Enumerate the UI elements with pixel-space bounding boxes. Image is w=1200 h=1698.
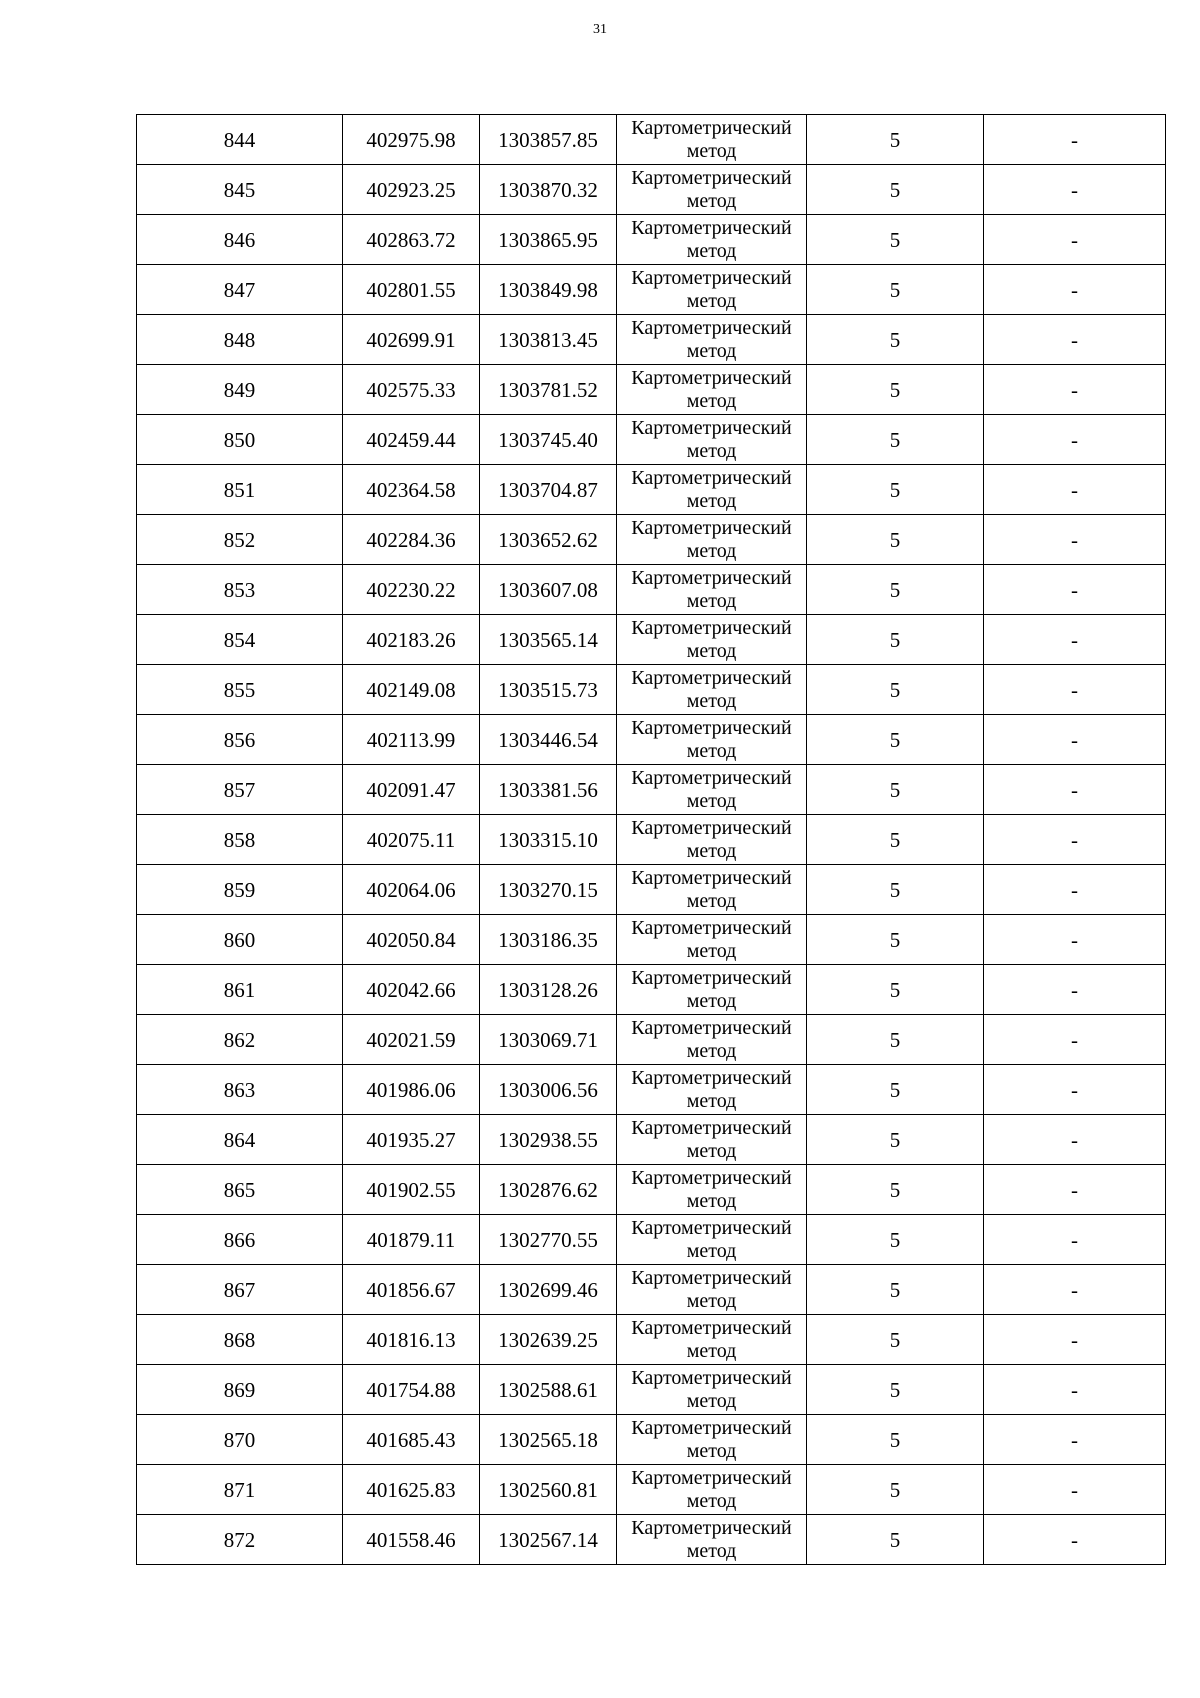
x-coordinate-cell: 402863.72 bbox=[343, 215, 480, 265]
coordinates-table-body bbox=[137, 115, 1166, 1565]
table-row bbox=[137, 915, 1166, 965]
point-number-cell: 855 bbox=[137, 665, 343, 715]
method-cell: Картометрический метод bbox=[617, 365, 807, 415]
table-row bbox=[137, 465, 1166, 515]
point-number-cell: 868 bbox=[137, 1315, 343, 1365]
accuracy-cell: 5 bbox=[807, 715, 984, 765]
point-number-cell: 848 bbox=[137, 315, 343, 365]
description-cell: - bbox=[984, 1265, 1166, 1315]
description-cell: - bbox=[984, 715, 1166, 765]
accuracy-cell: 5 bbox=[807, 1265, 984, 1315]
accuracy-cell: 5 bbox=[807, 415, 984, 465]
table-row bbox=[137, 265, 1166, 315]
table-row bbox=[137, 1315, 1166, 1365]
method-cell: Картометрический метод bbox=[617, 565, 807, 615]
y-coordinate-cell: 1302588.61 bbox=[480, 1365, 617, 1415]
method-cell: Картометрический метод bbox=[617, 1365, 807, 1415]
method-cell: Картометрический метод bbox=[617, 1015, 807, 1065]
coordinates-table bbox=[136, 114, 1166, 1565]
accuracy-cell: 5 bbox=[807, 1315, 984, 1365]
description-cell: - bbox=[984, 1515, 1166, 1565]
method-cell: Картометрический метод bbox=[617, 1265, 807, 1315]
description-cell: - bbox=[984, 615, 1166, 665]
y-coordinate-cell: 1303270.15 bbox=[480, 865, 617, 915]
accuracy-cell: 5 bbox=[807, 865, 984, 915]
table-row bbox=[137, 1115, 1166, 1165]
table-row bbox=[137, 515, 1166, 565]
description-cell: - bbox=[984, 315, 1166, 365]
method-cell: Картометрический метод bbox=[617, 265, 807, 315]
y-coordinate-cell: 1303870.32 bbox=[480, 165, 617, 215]
x-coordinate-cell: 402284.36 bbox=[343, 515, 480, 565]
method-cell: Картометрический метод bbox=[617, 1215, 807, 1265]
point-number-cell: 871 bbox=[137, 1465, 343, 1515]
accuracy-cell: 5 bbox=[807, 315, 984, 365]
table-row bbox=[137, 1015, 1166, 1065]
accuracy-cell: 5 bbox=[807, 1115, 984, 1165]
y-coordinate-cell: 1302770.55 bbox=[480, 1215, 617, 1265]
method-cell: Картометрический метод bbox=[617, 715, 807, 765]
description-cell: - bbox=[984, 1315, 1166, 1365]
table-row bbox=[137, 1415, 1166, 1465]
accuracy-cell: 5 bbox=[807, 1165, 984, 1215]
table-row bbox=[137, 1515, 1166, 1565]
table-row bbox=[137, 615, 1166, 665]
y-coordinate-cell: 1303315.10 bbox=[480, 815, 617, 865]
description-cell: - bbox=[984, 365, 1166, 415]
table-row bbox=[137, 1265, 1166, 1315]
accuracy-cell: 5 bbox=[807, 215, 984, 265]
description-cell: - bbox=[984, 165, 1166, 215]
table-row bbox=[137, 165, 1166, 215]
accuracy-cell: 5 bbox=[807, 265, 984, 315]
point-number-cell: 850 bbox=[137, 415, 343, 465]
point-number-cell: 844 bbox=[137, 115, 343, 165]
y-coordinate-cell: 1303652.62 bbox=[480, 515, 617, 565]
table-row bbox=[137, 815, 1166, 865]
table-row bbox=[137, 1165, 1166, 1215]
description-cell: - bbox=[984, 665, 1166, 715]
description-cell: - bbox=[984, 565, 1166, 615]
description-cell: - bbox=[984, 1165, 1166, 1215]
method-cell: Картометрический метод bbox=[617, 1315, 807, 1365]
accuracy-cell: 5 bbox=[807, 765, 984, 815]
y-coordinate-cell: 1303865.95 bbox=[480, 215, 617, 265]
x-coordinate-cell: 401856.67 bbox=[343, 1265, 480, 1315]
x-coordinate-cell: 402149.08 bbox=[343, 665, 480, 715]
point-number-cell: 858 bbox=[137, 815, 343, 865]
x-coordinate-cell: 402923.25 bbox=[343, 165, 480, 215]
table-row bbox=[137, 1215, 1166, 1265]
y-coordinate-cell: 1303006.56 bbox=[480, 1065, 617, 1115]
x-coordinate-cell: 401879.11 bbox=[343, 1215, 480, 1265]
y-coordinate-cell: 1303381.56 bbox=[480, 765, 617, 815]
accuracy-cell: 5 bbox=[807, 615, 984, 665]
accuracy-cell: 5 bbox=[807, 115, 984, 165]
point-number-cell: 867 bbox=[137, 1265, 343, 1315]
method-cell: Картометрический метод bbox=[617, 1415, 807, 1465]
table-row bbox=[137, 115, 1166, 165]
accuracy-cell: 5 bbox=[807, 515, 984, 565]
table-row bbox=[137, 715, 1166, 765]
x-coordinate-cell: 402050.84 bbox=[343, 915, 480, 965]
description-cell: - bbox=[984, 1365, 1166, 1415]
y-coordinate-cell: 1302565.18 bbox=[480, 1415, 617, 1465]
table-row bbox=[137, 765, 1166, 815]
point-number-cell: 864 bbox=[137, 1115, 343, 1165]
y-coordinate-cell: 1302699.46 bbox=[480, 1265, 617, 1315]
x-coordinate-cell: 402801.55 bbox=[343, 265, 480, 315]
x-coordinate-cell: 401902.55 bbox=[343, 1165, 480, 1215]
table-row bbox=[137, 1065, 1166, 1115]
accuracy-cell: 5 bbox=[807, 1365, 984, 1415]
point-number-cell: 854 bbox=[137, 615, 343, 665]
table-row bbox=[137, 315, 1166, 365]
description-cell: - bbox=[984, 515, 1166, 565]
point-number-cell: 851 bbox=[137, 465, 343, 515]
method-cell: Картометрический метод bbox=[617, 165, 807, 215]
method-cell: Картометрический метод bbox=[617, 1065, 807, 1115]
table-row bbox=[137, 865, 1166, 915]
x-coordinate-cell: 402064.06 bbox=[343, 865, 480, 915]
x-coordinate-cell: 401558.46 bbox=[343, 1515, 480, 1565]
point-number-cell: 852 bbox=[137, 515, 343, 565]
accuracy-cell: 5 bbox=[807, 665, 984, 715]
description-cell: - bbox=[984, 1465, 1166, 1515]
x-coordinate-cell: 402459.44 bbox=[343, 415, 480, 465]
y-coordinate-cell: 1303515.73 bbox=[480, 665, 617, 715]
description-cell: - bbox=[984, 415, 1166, 465]
x-coordinate-cell: 402230.22 bbox=[343, 565, 480, 615]
description-cell: - bbox=[984, 865, 1166, 915]
method-cell: Картометрический метод bbox=[617, 215, 807, 265]
y-coordinate-cell: 1302560.81 bbox=[480, 1465, 617, 1515]
accuracy-cell: 5 bbox=[807, 465, 984, 515]
point-number-cell: 861 bbox=[137, 965, 343, 1015]
accuracy-cell: 5 bbox=[807, 1015, 984, 1065]
page-number: 31 bbox=[593, 22, 607, 37]
accuracy-cell: 5 bbox=[807, 1465, 984, 1515]
x-coordinate-cell: 401935.27 bbox=[343, 1115, 480, 1165]
x-coordinate-cell: 402699.91 bbox=[343, 315, 480, 365]
x-coordinate-cell: 401816.13 bbox=[343, 1315, 480, 1365]
y-coordinate-cell: 1302567.14 bbox=[480, 1515, 617, 1565]
point-number-cell: 859 bbox=[137, 865, 343, 915]
point-number-cell: 860 bbox=[137, 915, 343, 965]
description-cell: - bbox=[984, 1415, 1166, 1465]
x-coordinate-cell: 402364.58 bbox=[343, 465, 480, 515]
x-coordinate-cell: 402091.47 bbox=[343, 765, 480, 815]
accuracy-cell: 5 bbox=[807, 165, 984, 215]
description-cell: - bbox=[984, 965, 1166, 1015]
point-number-cell: 870 bbox=[137, 1415, 343, 1465]
method-cell: Картометрический метод bbox=[617, 315, 807, 365]
accuracy-cell: 5 bbox=[807, 1415, 984, 1465]
y-coordinate-cell: 1302938.55 bbox=[480, 1115, 617, 1165]
method-cell: Картометрический метод bbox=[617, 465, 807, 515]
y-coordinate-cell: 1303745.40 bbox=[480, 415, 617, 465]
point-number-cell: 856 bbox=[137, 715, 343, 765]
y-coordinate-cell: 1303849.98 bbox=[480, 265, 617, 315]
x-coordinate-cell: 401754.88 bbox=[343, 1365, 480, 1415]
description-cell: - bbox=[984, 815, 1166, 865]
method-cell: Картометрический метод bbox=[617, 1165, 807, 1215]
y-coordinate-cell: 1303781.52 bbox=[480, 365, 617, 415]
y-coordinate-cell: 1302639.25 bbox=[480, 1315, 617, 1365]
point-number-cell: 857 bbox=[137, 765, 343, 815]
point-number-cell: 862 bbox=[137, 1015, 343, 1065]
x-coordinate-cell: 402113.99 bbox=[343, 715, 480, 765]
accuracy-cell: 5 bbox=[807, 365, 984, 415]
table-row bbox=[137, 415, 1166, 465]
method-cell: Картометрический метод bbox=[617, 1115, 807, 1165]
accuracy-cell: 5 bbox=[807, 565, 984, 615]
description-cell: - bbox=[984, 265, 1166, 315]
y-coordinate-cell: 1303813.45 bbox=[480, 315, 617, 365]
point-number-cell: 847 bbox=[137, 265, 343, 315]
method-cell: Картометрический метод bbox=[617, 965, 807, 1015]
method-cell: Картометрический метод bbox=[617, 1515, 807, 1565]
method-cell: Картометрический метод bbox=[617, 415, 807, 465]
method-cell: Картометрический метод bbox=[617, 1465, 807, 1515]
x-coordinate-cell: 402075.11 bbox=[343, 815, 480, 865]
description-cell: - bbox=[984, 1065, 1166, 1115]
y-coordinate-cell: 1303128.26 bbox=[480, 965, 617, 1015]
description-cell: - bbox=[984, 215, 1166, 265]
x-coordinate-cell: 402975.98 bbox=[343, 115, 480, 165]
method-cell: Картометрический метод bbox=[617, 915, 807, 965]
y-coordinate-cell: 1303446.54 bbox=[480, 715, 617, 765]
point-number-cell: 849 bbox=[137, 365, 343, 415]
table-row bbox=[137, 1465, 1166, 1515]
x-coordinate-cell: 402042.66 bbox=[343, 965, 480, 1015]
method-cell: Картометрический метод bbox=[617, 115, 807, 165]
point-number-cell: 865 bbox=[137, 1165, 343, 1215]
point-number-cell: 846 bbox=[137, 215, 343, 265]
accuracy-cell: 5 bbox=[807, 1065, 984, 1115]
method-cell: Картометрический метод bbox=[617, 515, 807, 565]
table-row bbox=[137, 215, 1166, 265]
y-coordinate-cell: 1303607.08 bbox=[480, 565, 617, 615]
x-coordinate-cell: 402021.59 bbox=[343, 1015, 480, 1065]
method-cell: Картометрический метод bbox=[617, 615, 807, 665]
x-coordinate-cell: 401685.43 bbox=[343, 1415, 480, 1465]
table-row bbox=[137, 565, 1166, 615]
y-coordinate-cell: 1303186.35 bbox=[480, 915, 617, 965]
x-coordinate-cell: 401625.83 bbox=[343, 1465, 480, 1515]
method-cell: Картометрический метод bbox=[617, 815, 807, 865]
table-row bbox=[137, 1365, 1166, 1415]
description-cell: - bbox=[984, 465, 1166, 515]
x-coordinate-cell: 401986.06 bbox=[343, 1065, 480, 1115]
accuracy-cell: 5 bbox=[807, 1515, 984, 1565]
y-coordinate-cell: 1302876.62 bbox=[480, 1165, 617, 1215]
accuracy-cell: 5 bbox=[807, 815, 984, 865]
method-cell: Картометрический метод bbox=[617, 865, 807, 915]
point-number-cell: 853 bbox=[137, 565, 343, 615]
description-cell: - bbox=[984, 1015, 1166, 1065]
description-cell: - bbox=[984, 1115, 1166, 1165]
accuracy-cell: 5 bbox=[807, 1215, 984, 1265]
description-cell: - bbox=[984, 1215, 1166, 1265]
table-row bbox=[137, 665, 1166, 715]
y-coordinate-cell: 1303857.85 bbox=[480, 115, 617, 165]
description-cell: - bbox=[984, 765, 1166, 815]
y-coordinate-cell: 1303704.87 bbox=[480, 465, 617, 515]
table-row bbox=[137, 365, 1166, 415]
point-number-cell: 845 bbox=[137, 165, 343, 215]
description-cell: - bbox=[984, 115, 1166, 165]
table-row bbox=[137, 965, 1166, 1015]
y-coordinate-cell: 1303069.71 bbox=[480, 1015, 617, 1065]
method-cell: Картометрический метод bbox=[617, 765, 807, 815]
method-cell: Картометрический метод bbox=[617, 665, 807, 715]
x-coordinate-cell: 402575.33 bbox=[343, 365, 480, 415]
point-number-cell: 863 bbox=[137, 1065, 343, 1115]
point-number-cell: 872 bbox=[137, 1515, 343, 1565]
accuracy-cell: 5 bbox=[807, 915, 984, 965]
y-coordinate-cell: 1303565.14 bbox=[480, 615, 617, 665]
description-cell: - bbox=[984, 915, 1166, 965]
point-number-cell: 866 bbox=[137, 1215, 343, 1265]
accuracy-cell: 5 bbox=[807, 965, 984, 1015]
point-number-cell: 869 bbox=[137, 1365, 343, 1415]
x-coordinate-cell: 402183.26 bbox=[343, 615, 480, 665]
